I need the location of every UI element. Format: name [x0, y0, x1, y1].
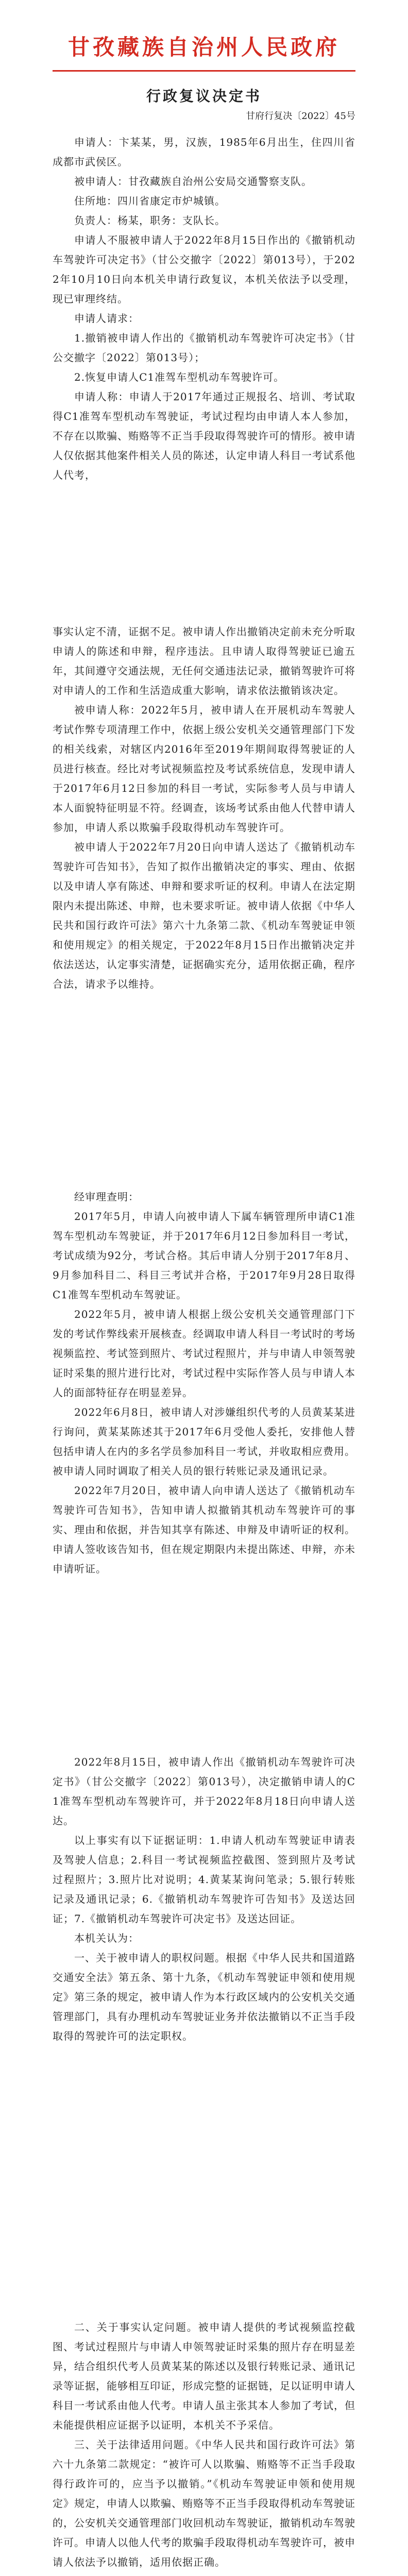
- respondent-statement: 被申请人于2022年7月20日向申请人送达了《撤销机动车驾驶许可告知书》，告知了拟作出撤销决定的事实、理由、依据以及申请人享有陈述、申辩和要求听证的权利。申请人在法定期限内未提出陈述、申辩，也未要求听证。被申请人依据《中华人民共和国行政许可法》第六十九条第二款、《机动车驾驶证申领和使用规定》的相关规定，于2022年8月15日作出撤销决定并依法送达，认定事实清楚，证据确实充分，适用依据正确，程序合法，请求予以维持。: [53, 841, 355, 990]
- document-number: 甘府行复决〔2022〕45号: [246, 111, 355, 122]
- facts-paragraph: 2022年5月，被申请人根据上级公安机关交通管理部门下发的考试作弊线索开展核查。经调取申请人科目一考试时的考场视频监控、考试签到照片、考试过程照片，并与申请人申领驾驶证时采集的照片进行比对，考试过程中实际作答人员与申请人本人的面部特征存在明显差异。: [53, 1308, 355, 1399]
- issuer-title: 甘孜藏族自治州人民政府: [67, 35, 340, 60]
- applicant-info: 申请人：卞某某，男，汉族，1985年6月出生，住四川省成都市武侯区。: [53, 136, 355, 168]
- applicant-statement-continued: 事实认定不清，证据不足。被申请人作出撤销决定前未充分听取申请人的陈述和申辩，程序违法。且申请人取得驾驶证已逾五年，其间遵守交通法规，无任何交通违法记录，撤销驾驶许可将对申请人的工作和生活造成重大影响，请求依法撤销该决定。: [53, 625, 355, 697]
- opinion-point: 二、关于事实认定问题。被申请人提供的考试视频监控截图、考试过程照片与申请人申领驾驶证时采集的照片存在明显差异，结合组织代考人员黄某某的陈述以及银行转账记录、通讯记录等证据，能够相互印证，形成完整的证据链，足以证明申请人科目一考试系由他人代考。申请人虽主张其本人参加了考试，但未能提供相应证据予以证明，本机关不予采信。: [53, 2321, 355, 2431]
- facts-paragraph: 2022年8月15日，被申请人作出《撤销机动车驾驶许可决定书》（甘公交撤字〔2022〕第013号），决定撤销申请人的C1准驾车型机动车驾驶许可，并于2022年8月18日向申请人送达。: [53, 1756, 355, 1827]
- document-page: [0, 1130, 408, 1696]
- document-type-title: 行政复议决定书: [146, 88, 262, 105]
- opinion-point: 三、关于法律适用问题。《中华人民共和国行政许可法》第六十九条第二款规定：“被许可人以欺骗、贿赂等不正当手段取得行政许可的，应当予以撤销。”《机动车驾驶证申领和使用规定》规定，申请人以欺骗、贿赂等不正当手段取得机动车驾驶证的，公安机关交通管理部门收回机动车驾驶证，撤销机动车驾驶许可。申请人以他人代考的欺骗手段取得机动车驾驶许可，被申请人依法予以撤销，适用依据正确。: [53, 2438, 355, 2568]
- request-heading: 申请人请求：: [74, 312, 139, 325]
- respondent-statement: 被申请人称：2022年5月，被申请人在开展机动车驾驶人考试作弊专项清理工作中，依据上级公安机关交通管理部门下发的相关线索，对辖区内2016年至2019年期间取得驾驶证的人员进行核查。经比对考试视频监控及考试系统信息，发现申请人于2017年6月12日参加的科目一考试，实际参考人员与申请人本人面貌特征明显不符。经调查，该场考试系由他人代替申请人参加，申请人系以欺骗手段取得机动车驾驶许可。: [53, 704, 355, 834]
- header-red-rule: [53, 70, 355, 72]
- facts-paragraph: 2017年5月，申请人向被申请人下属车辆管理所申请C1准驾车型机动车驾驶证，并于2017年6月12日参加科目一考试，考试成绩为92分，考试合格。其后申请人分别于2017年8月、9月参加科目二、科目三考试并合格，于2017年9月28日取得C1准驾车型机动车驾驶证。: [53, 1210, 355, 1301]
- respondent-address: 住所地：四川省康定市炉城镇。: [74, 195, 226, 207]
- document-page: [0, 0, 408, 565]
- document-page: [0, 1696, 408, 2261]
- request-item: 2.恢复申请人C1准驾车型机动车驾驶许可。: [74, 371, 285, 383]
- document-page: [0, 2261, 408, 2576]
- request-item: 1.撤销被申请人作出的《撤销机动车驾驶许可决定书》（甘公交撤字〔2022〕第013号）；: [53, 332, 355, 364]
- case-intro: 申请人不服被申请人于2022年8月15日作出的《撤销机动车驾驶许可决定书》（甘公交撤字〔2022〕第013号），于2022年10月10日向本机关申请行政复议，本机关依法予以受理，现已审理终结。: [53, 234, 355, 305]
- applicant-statement: 申请人称：申请人于2017年通过正规报名、培训、考试取得C1准驾车型机动车驾驶证，考试过程均由申请人本人参加，不存在以欺骗、贿赂等不正当手段取得驾驶许可的情形。被申请人仅依据其他案件相关人员的陈述，认定申请人科目一考试系他人代考，: [53, 391, 355, 481]
- document-page: [0, 565, 408, 1130]
- facts-paragraph: 2022年6月8日，被申请人对涉嫌组织代考的人员黄某某进行询问，黄某某陈述其于2017年6月受他人委托，安排他人替包括申请人在内的多名学员参加科目一考试，并收取相应费用。被申请人同时调取了相关人员的银行转账记录及通讯记录。: [53, 1406, 355, 1477]
- respondent-head: 负责人：杨某，职务：支队长。: [74, 214, 226, 227]
- opinion-heading: 本机关认为：: [74, 1932, 139, 1944]
- respondent-info: 被申请人：甘孜藏族自治州公安局交通警察支队。: [74, 175, 312, 188]
- evidence-list: 以上事实有以下证据证明：1.申请人机动车驾驶证申请表及驾驶人信息；2.科目一考试视频监控截图、签到照片及考试过程照片；3.照片比对说明；4.黄某某询问笔录；5.银行转账记录及通讯记录；6.《撤销机动车驾驶许可告知书》及送达回证；7.《撤销机动车驾驶许可决定书》及送达回证。: [53, 1834, 355, 1925]
- facts-paragraph: 2022年7月20日，被申请人向申请人送达了《撤销机动车驾驶许可告知书》，告知申请人拟撤销其机动车驾驶许可的事实、理由和依据，并告知其享有陈述、申辩及申请听证的权利。申请人签收该告知书，但在规定期限内未提出陈述、申辩，亦未申请听证。: [53, 1484, 355, 1575]
- facts-heading: 经审理查明：: [74, 1191, 139, 1203]
- opinion-point: 一、关于被申请人的职权问题。根据《中华人民共和国道路交通安全法》第五条、第十九条，《机动车驾驶证申领和使用规定》第三条的规定，被申请人作为本行政区域内的公安机关交通管理部门，具有办理机动车驾驶证业务并依法撤销以不正当手段取得的驾驶许可的法定职权。: [53, 1952, 355, 2042]
